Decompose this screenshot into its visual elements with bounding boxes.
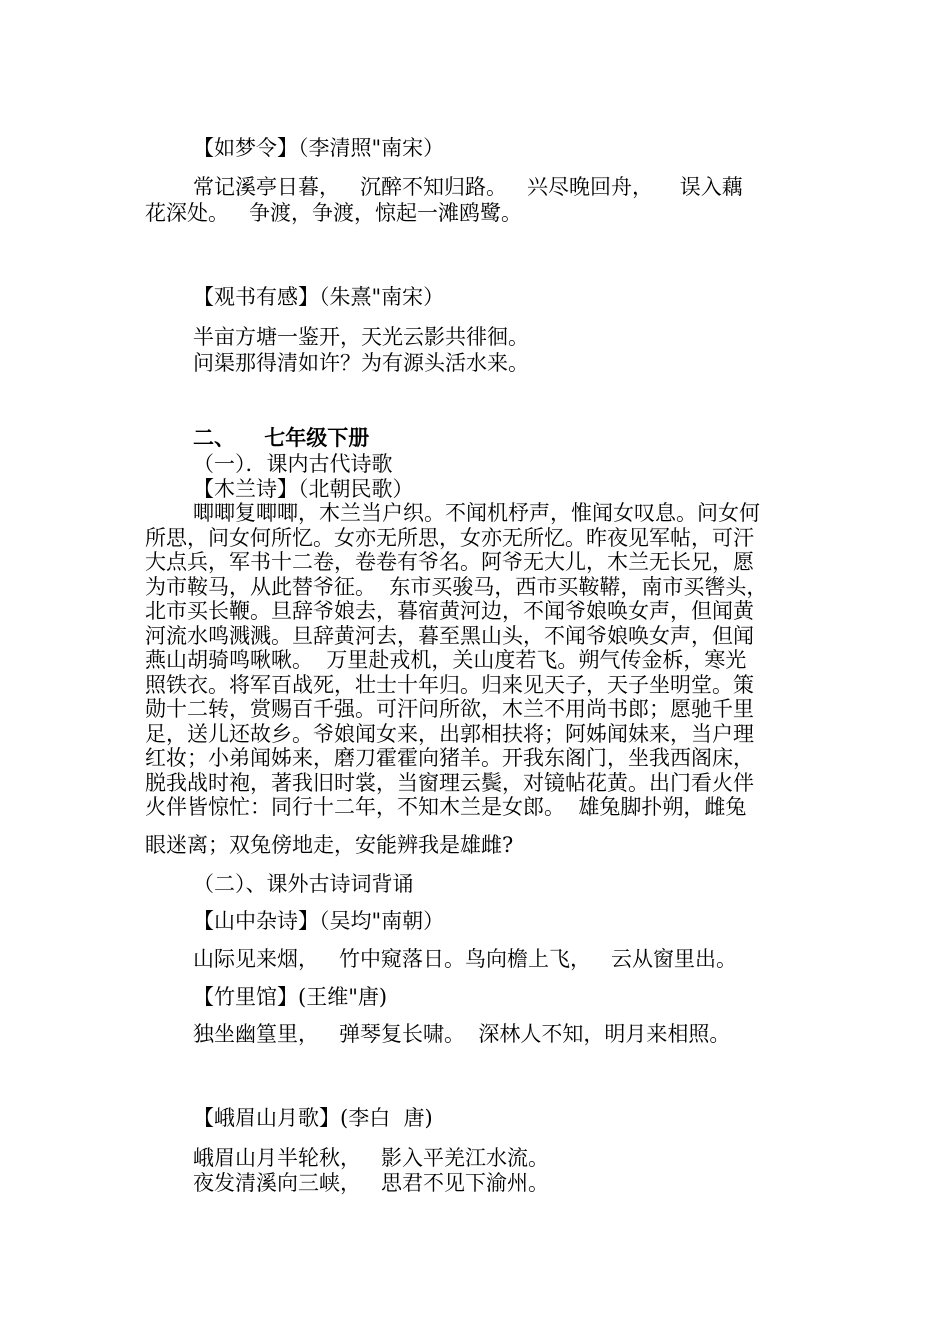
poem-title-zhuliguan: 【竹里馆】(王维"唐) [193, 985, 388, 1009]
poem-line: 独坐幽篁里， 弹琴复长啸。 深林人不知，明月来相照。 [193, 1022, 731, 1046]
poem-line: 燕山胡骑鸣啾啾。 万里赴戎机，关山度若飞。朔气传金柝，寒光 [145, 648, 747, 672]
poem-line: 峨眉山月半轮秋， 影入平羌江水流。 [193, 1146, 550, 1170]
poem-line: 半亩方塘一鉴开，天光云影共徘徊。 [193, 325, 529, 349]
poem-line: 火伴皆惊忙：同行十二年，不知木兰是女郎。 雄兔脚扑朔，雌兔 [145, 795, 747, 819]
poem-line: 大点兵，军书十二卷，卷卷有爷名。阿爷无大儿，木兰无长兄，愿 [145, 550, 754, 574]
poem-line: 唧唧复唧唧，木兰当户织。不闻机杼声，惟闻女叹息。问女何 [193, 501, 760, 525]
poem-line: 足，送儿还故乡。爷娘闻女来，出郭相扶将；阿姊闻妹来，当户理 [145, 722, 754, 746]
poem-line: 北市买长鞭。旦辞爷娘去，暮宿黄河边，不闻爷娘唤女声，但闻黄 [145, 599, 754, 623]
poem-line: 河流水鸣溅溅。旦辞黄河去，暮至黑山头，不闻爷娘唤女声，但闻 [145, 624, 754, 648]
poem-line: 照铁衣。将军百战死，壮士十年归。归来见天子，天子坐明堂。策 [145, 673, 754, 697]
poem-title-guanshu: 【观书有感】（朱熹"南宋） [193, 285, 445, 309]
subsection-heading: （二）、课外古诗词背诵 [193, 872, 414, 896]
poem-line: 为市鞍马，从此替爷征。 东市买骏马，西市买鞍鞯，南市买辔头， [145, 575, 768, 599]
poem-line: 红妆；小弟闻姊来，磨刀霍霍向猪羊。开我东阁门，坐我西阁床， [145, 746, 754, 770]
poem-line: 眼迷离；双兔傍地走，安能辨我是雄雌? [145, 833, 514, 857]
poem-title-mulan: 【木兰诗】（北朝民歌） [193, 477, 414, 501]
poem-title-rumengling: 【如梦令】（李清照"南宋） [193, 136, 445, 160]
poem-line: 问渠那得清如许？为有源头活水来。 [193, 351, 529, 375]
poem-line: 脱我战时袍，著我旧时裳，当窗理云鬓，对镜帖花黄。出门看火伴 [145, 771, 754, 795]
poem-line: 夜发清溪向三峡， 思君不见下渝州。 [193, 1171, 550, 1195]
poem-line: 山际见来烟， 竹中窥落日。鸟向檐上飞， 云从窗里出。 [193, 947, 738, 971]
poem-title-shanzhong: 【山中杂诗】（吴均"南朝） [193, 909, 445, 933]
subsection-heading: （一）．课内古代诗歌 [193, 452, 393, 476]
poem-line: 勋十二转，赏赐百千强。可汗问所欲，木兰不用尚书郎；愿驰千里 [145, 697, 754, 721]
poem-line: 所思，问女何所忆。女亦无所思，女亦无所忆。昨夜见军帖，可汗 [145, 526, 754, 550]
poem-line: 常记溪亭日暮， 沉醉不知归路。 兴尽晚回舟， 误入藕 [193, 175, 743, 199]
poem-title-emei: 【峨眉山月歌】(李白 唐) [193, 1106, 433, 1130]
poem-line: 花深处。 争渡，争渡，惊起一滩鸥鹭。 [145, 201, 523, 225]
section-heading: 二、 七年级下册 [193, 425, 370, 450]
